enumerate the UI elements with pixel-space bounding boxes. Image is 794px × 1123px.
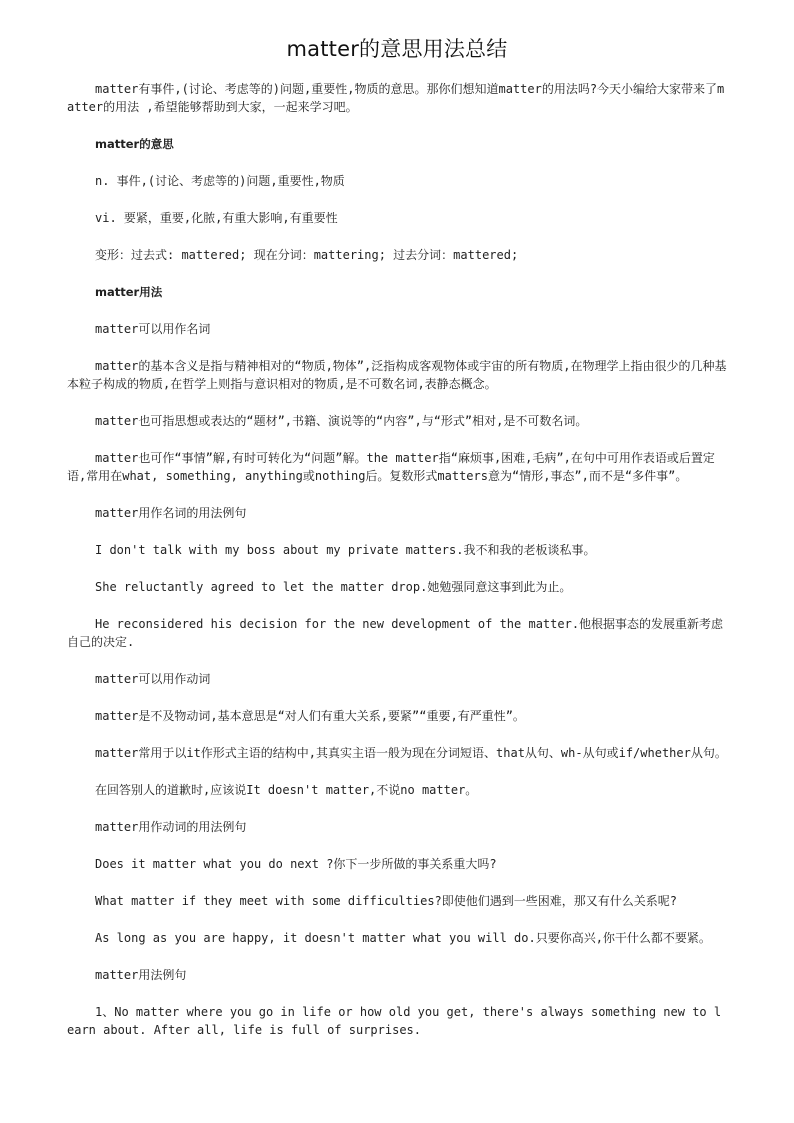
example-1: 1、No matter where you go in life or how old you get, there's always something new to learn about. After all, life is full of surprises.: [67, 1005, 722, 1037]
verb-usage-paragraph-1: matter是不及物动词,基本意思是“对人们有重大关系,要紧”“重要,有严重性”。: [95, 709, 525, 723]
noun-definition: n. 事件,(讨论、考虑等的)问题,重要性,物质: [95, 174, 345, 188]
verb-definition: vi. 要紧，重要,化脓,有重大影响,有重要性: [95, 211, 338, 225]
noun-example-3: He reconsidered his decision for the new development of the matter.他根据事态的发展重新考虑自己的决定.: [67, 617, 724, 649]
verb-usage-paragraph-3: 在回答别人的道歉时,应该说It doesn't matter,不说no matter。: [95, 783, 478, 797]
verb-example-2: What matter if they meet with some difficulties?即使他们遇到一些困难，那又有什么关系呢?: [95, 894, 678, 908]
noun-usage-heading: matter可以用作名词: [95, 322, 211, 336]
section-heading-meaning: matter的意思: [95, 137, 174, 151]
document-body: [67, 80, 727, 1058]
page-title: matter的意思用法总结: [286, 37, 508, 61]
section-heading-usage: matter用法: [95, 285, 163, 299]
verb-example-3: As long as you are happy, it doesn't matter what you will do.只要你高兴,你干什么都不要紧。: [95, 931, 711, 945]
noun-examples-heading: matter用作名词的用法例句: [95, 506, 247, 520]
noun-example-2: She reluctantly agreed to let the matter drop.她勉强同意这事到此为止。: [95, 580, 572, 594]
intro-paragraph: matter有事件,(讨论、考虑等的)问题,重要性,物质的意思。那你们想知道matter的用法吗?今天小编给大家带来了matter的用法 ,希望能够帮助到大家，一起来学习吧。: [67, 82, 725, 114]
word-forms: 变形：过去式: mattered; 现在分词：mattering; 过去分词：mattered;: [95, 248, 519, 262]
noun-example-1: I don't talk with my boss about my private matters.我不和我的老板谈私事。: [95, 543, 596, 557]
verb-example-1: Does it matter what you do next ?你下一步所做的事关系重大吗?: [95, 857, 497, 871]
noun-usage-paragraph-2: matter也可指思想或表达的“题材”,书籍、演说等的“内容”,与“形式”相对,是不可数名词。: [95, 414, 588, 428]
verb-examples-heading: matter用作动词的用法例句: [95, 820, 247, 834]
noun-usage-paragraph-3: matter也可作“事情”解,有时可转化为“问题”解。the matter指“麻烦事,困难,毛病”,在句中可用作表语或后置定语,常用在what, something, anything或nothing后。复数形式matters意为“情形,事态”,而不是“多件事”。: [67, 451, 715, 483]
noun-usage-paragraph-1: matter的基本含义是指与精神相对的“物质,物体”,泛指构成客观物体或宇宙的所有物质,在物理学上指由很少的几种基本粒子构成的物质,在哲学上则指与意识相对的物质,是不可数名词,表静态概念。: [67, 359, 727, 391]
verb-usage-paragraph-2: matter常用于以it作形式主语的结构中,其真实主语一般为现在分词短语、that从句、wh-从句或if/whether从句。: [95, 746, 727, 760]
verb-usage-heading: matter可以用作动词: [95, 672, 211, 686]
examples-heading: matter用法例句: [95, 968, 187, 982]
